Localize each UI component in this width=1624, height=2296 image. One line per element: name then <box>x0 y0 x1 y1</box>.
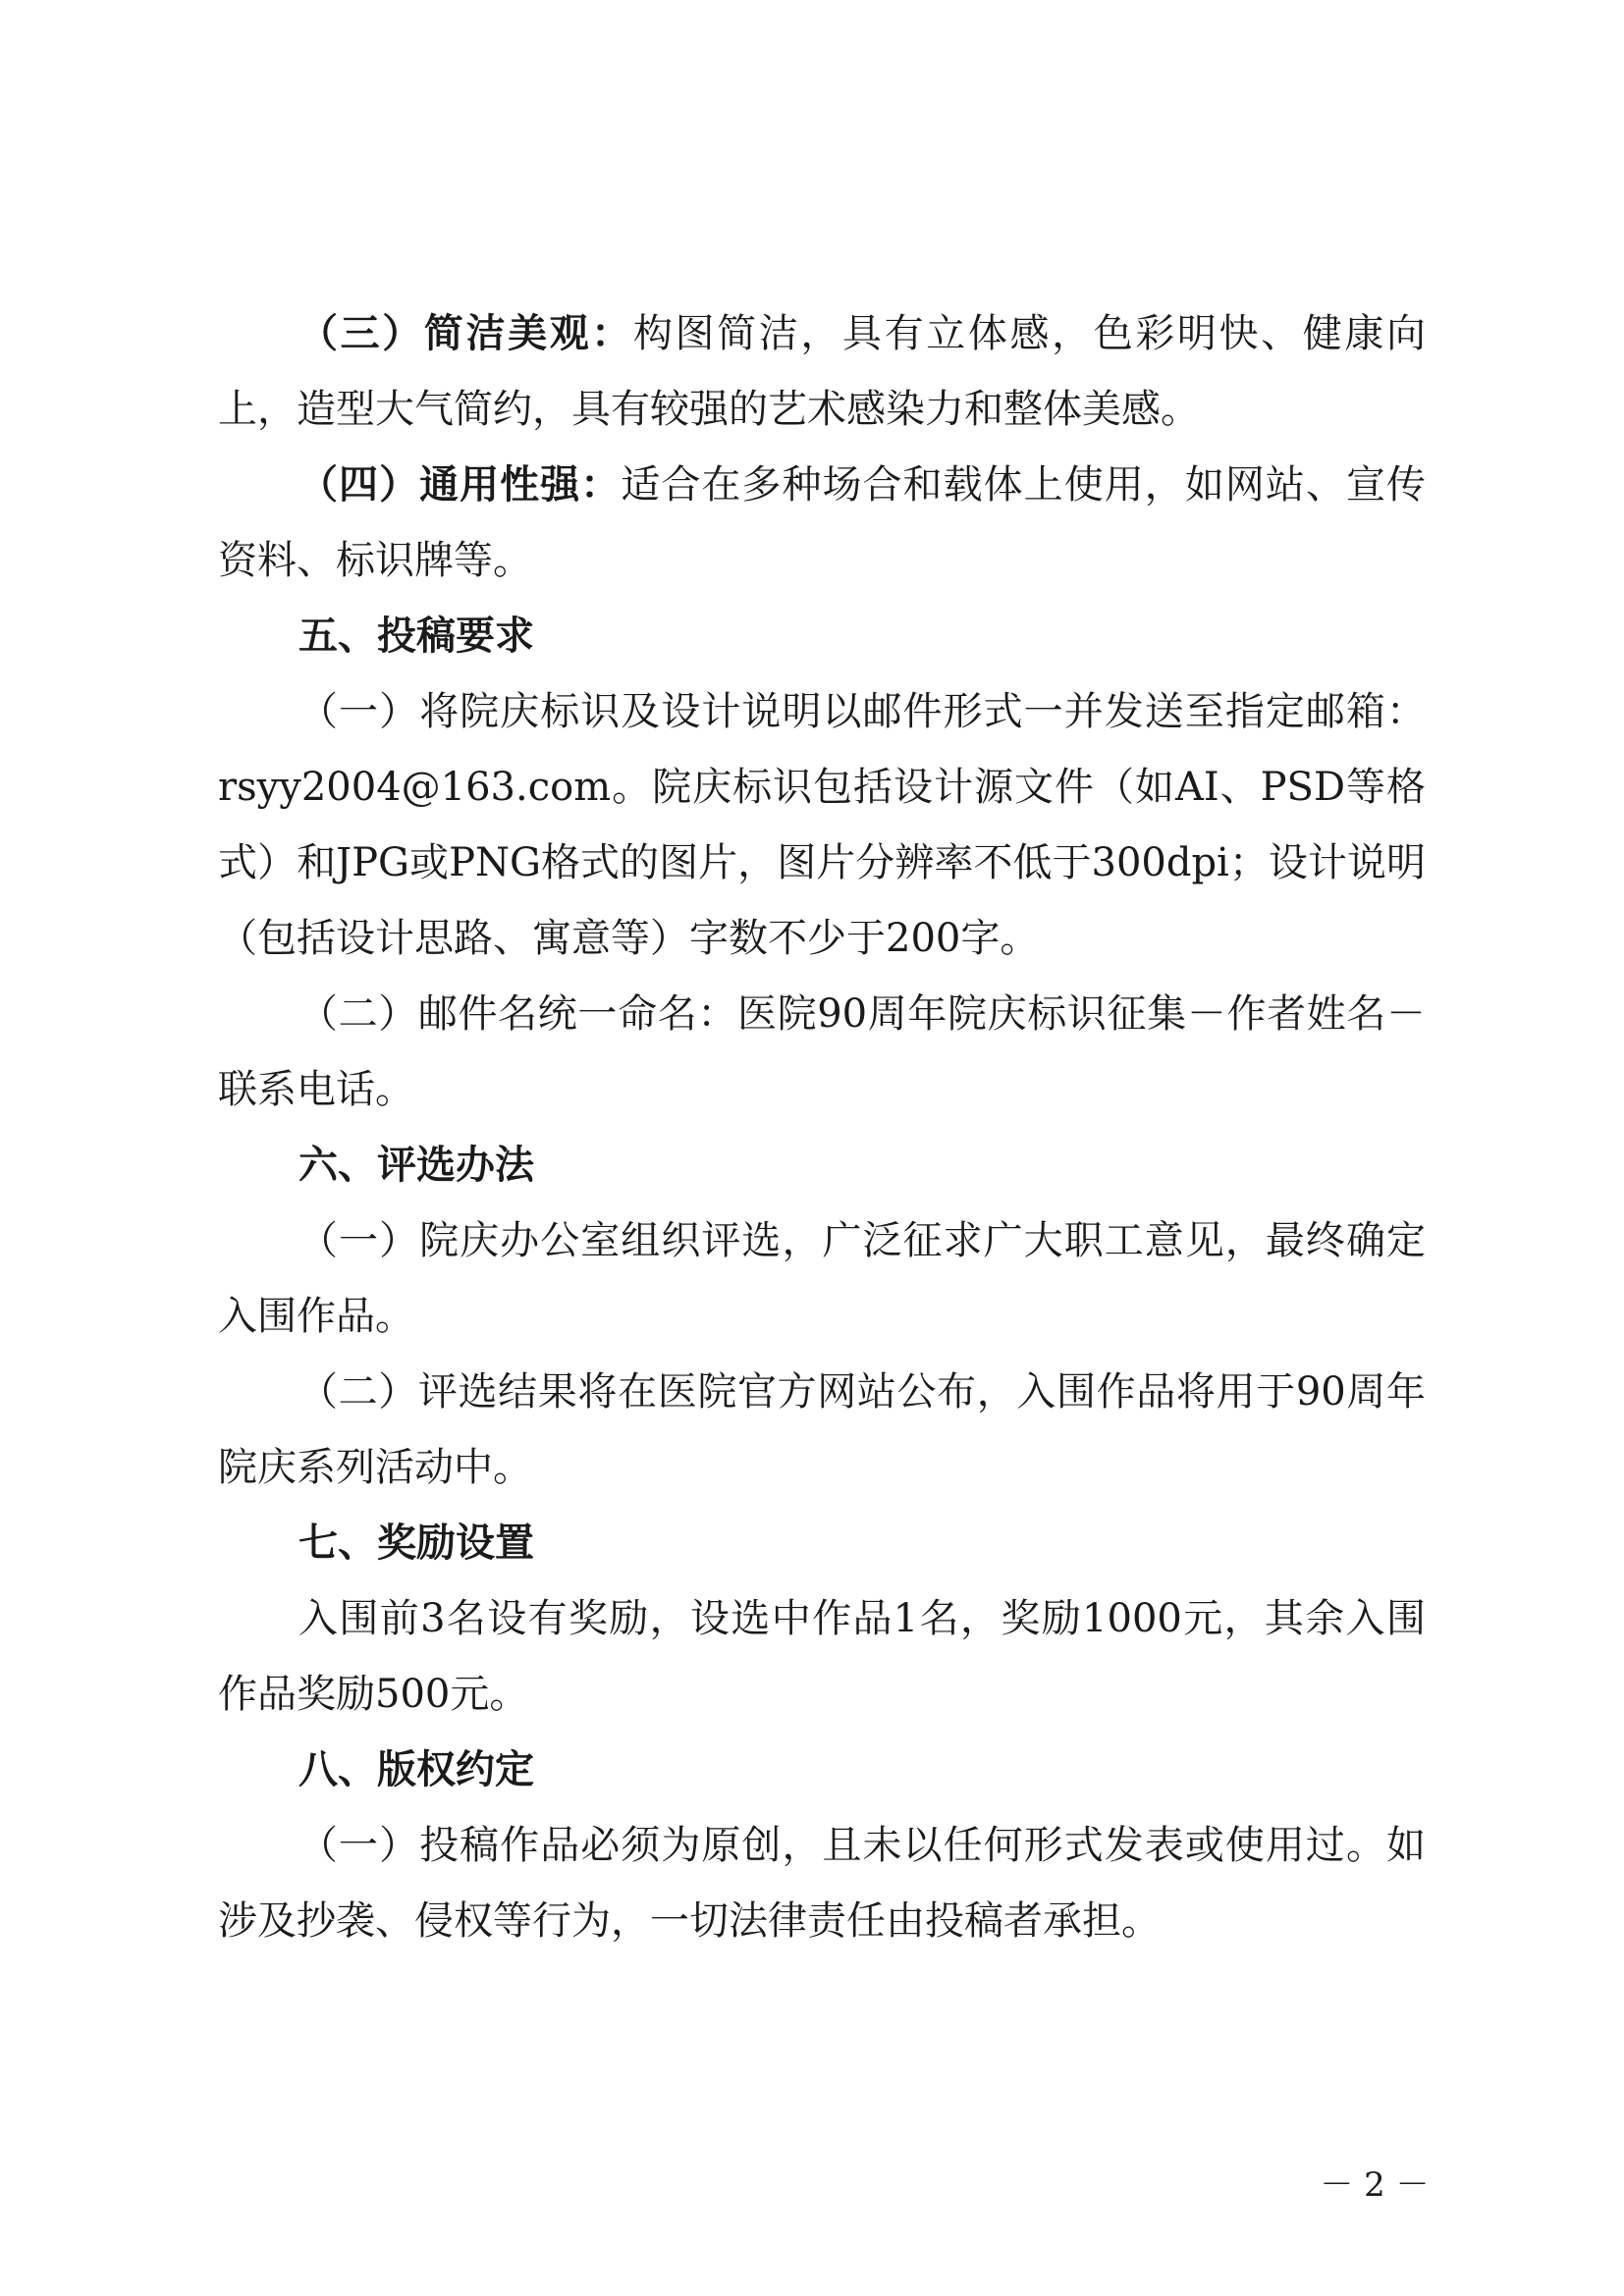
page-number: － 2 － <box>1320 2165 1430 2205</box>
paragraph-text: 适合在多种场合和载体上使用，如网站、宣传资料、标识牌等。 <box>218 462 1426 583</box>
paragraph-concise-beauty <box>218 296 1426 448</box>
paragraph-text: 构图简洁，具有立体感，色彩明快、健康向上，造型大气简约，具有较强的艺术感染力和整体美感。 <box>218 311 1427 432</box>
paragraph-submission-email: （一）将院庆标识及设计说明以邮件形式一并发送至指定邮箱：rsyy2004@163.com。院庆标识包括设计源文件（如AI、PSD等格式）和JPG或PNG格式的图片，图片分辨率不低于300dpi；设计说明（包括设计思路、寓意等）字数不少于200字。 <box>218 689 1426 961</box>
paragraph-awards: 入围前3名设有奖励，设选中作品1名，奖励1000元，其余入围作品奖励500元。 <box>218 1596 1426 1717</box>
section-heading-awards: 七、奖励设置 <box>298 1521 534 1566</box>
document-body <box>218 296 1426 1959</box>
paragraph-lead: （四）通用性强： <box>298 462 622 507</box>
paragraph-email-naming: （二）邮件名统一命名：医院90周年院庆标识征集－作者姓名－联系电话。 <box>218 991 1426 1112</box>
paragraph-selection-result: （二）评选结果将在医院官方网站公布，入围作品将用于90周年院庆系列活动中。 <box>218 1369 1426 1490</box>
section-heading-copyright: 八、版权约定 <box>298 1747 534 1792</box>
section-heading-submission: 五、投稿要求 <box>298 614 534 659</box>
section-heading-selection: 六、评选办法 <box>298 1143 534 1188</box>
paragraph-versatility <box>218 448 1426 599</box>
paragraph-selection-organize: （一）院庆办公室组织评选，广泛征求广大职工意见，最终确定入围作品。 <box>218 1218 1426 1339</box>
paragraph-lead: （三）简洁美观： <box>298 311 633 356</box>
paragraph-copyright-original: （一）投稿作品必须为原创，且未以任何形式发表或使用过。如涉及抄袭、侵权等行为，一切法律责任由投稿者承担。 <box>218 1823 1426 1944</box>
